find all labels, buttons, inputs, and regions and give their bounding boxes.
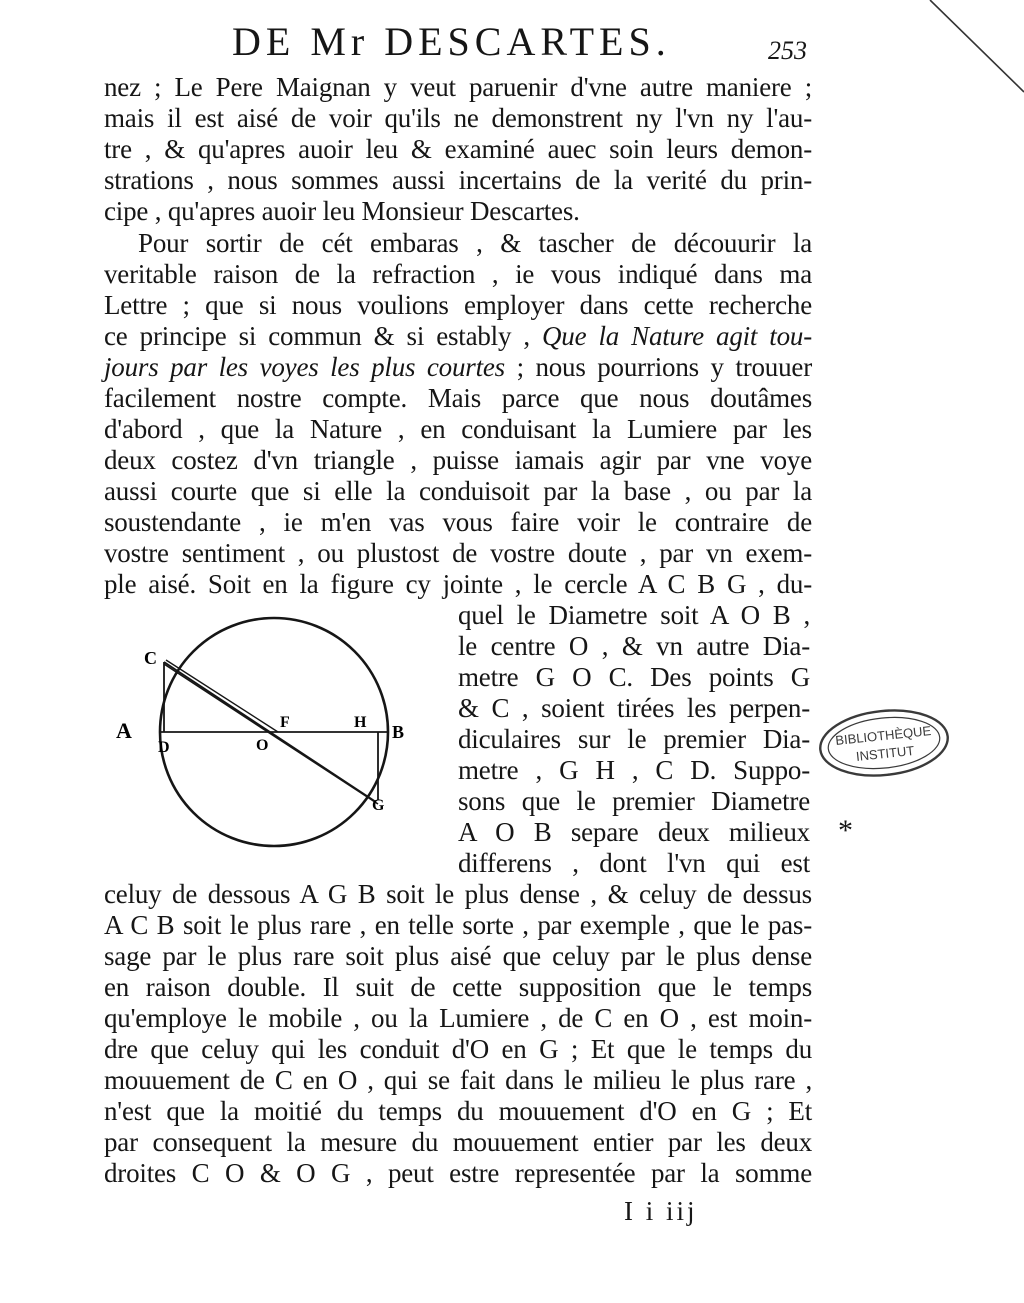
marginal-asterisk: * xyxy=(838,814,853,847)
text-line: & C , soient tirées les perpen- xyxy=(458,693,810,723)
text-line: tre , & qu'apres auoir leu & examiné auec soin leurs demon- xyxy=(104,134,812,164)
text-line: veritable raison de la refraction , ie vous indiqué dans ma xyxy=(104,259,812,289)
text-line xyxy=(104,352,812,383)
text-run: ; nous pourrions y trouuer xyxy=(504,352,812,382)
text-line: deux costez d'vn triangle , puisse iamais agir par vne voye xyxy=(104,445,812,475)
label-b: B xyxy=(392,722,405,742)
text-line: qu'employe le mobile , ou la Lumiere , de C en O , est moin- xyxy=(104,1003,812,1033)
text-line: quel le Diametre soit A O B , xyxy=(458,600,810,630)
refraction-diagram xyxy=(108,614,428,866)
italic-maxim: Que la Nature agit tou- xyxy=(542,321,812,351)
text-line: A C B soit le plus rare , en telle sorte , par exemple , que le pas- xyxy=(104,910,812,940)
running-title: DE Mr DESCARTES. xyxy=(232,19,671,64)
text-line: sage par le plus rare soit plus aisé que celuy par le plus dense xyxy=(104,941,812,971)
text-line: Lettre ; que si nous voulions employer dans cette recherche xyxy=(104,290,812,320)
text-line: par consequent la mesure du mouuement entier par les deux xyxy=(104,1127,812,1157)
text-line: mais il est aisé de voir qu'ils ne demonstrent ny l'vn ny l'au- xyxy=(104,103,812,133)
text-line: ple aisé. Soit en la figure cy jointe , le cercle A C B G , du- xyxy=(104,569,812,599)
text-line: strations , nous sommes aussi incertains de la verité du prin- xyxy=(104,165,812,195)
text-line: droites C O & O G , peut estre representée par la somme xyxy=(104,1158,812,1188)
text-line: n'est que la moitié du temps du mouuement d'O en G ; Et xyxy=(104,1096,812,1126)
stamp-line-1: BIBLIOTHÈQUE xyxy=(834,723,932,749)
text-line: diculaires sur le premier Dia- xyxy=(458,724,810,754)
text-line: nez ; Le Pere Maignan y veut paruenir d'vne autre maniere ; xyxy=(104,72,812,102)
label-g: G xyxy=(372,797,385,814)
text-line: sons que le premier Diametre xyxy=(458,786,810,816)
label-c: C xyxy=(144,648,157,668)
line-segment xyxy=(166,660,278,732)
text-line: cipe , qu'apres auoir leu Monsieur Descartes. xyxy=(104,196,580,226)
text-line: metre G O C. Des points G xyxy=(458,662,810,692)
text-line: Pour sortir de cét embaras , & tascher de découurir la xyxy=(138,228,812,258)
label-a: A xyxy=(116,718,132,743)
text-line: celuy de dessous A G B soit le plus dense , & celuy de dessus xyxy=(104,879,812,909)
signature-mark: I i iij xyxy=(624,1196,698,1226)
text-line: vostre sentiment , ou plustost de vostre doute , par vn exem- xyxy=(104,538,812,568)
diameter-goc xyxy=(164,664,378,804)
text-line: soustendante , ie m'en vas vous faire voir le contraire de xyxy=(104,507,812,537)
text-line: metre , G H , C D. Suppo- xyxy=(458,755,810,785)
library-stamp xyxy=(814,704,954,782)
text-line: differens , dont l'vn qui est xyxy=(458,848,810,878)
text-line: le centre O , & vn autre Dia- xyxy=(458,631,810,661)
label-h: H xyxy=(354,714,367,731)
stamp-line-2: INSTITUT xyxy=(855,742,915,764)
text-line xyxy=(104,321,812,352)
text-line: d'abord , que la Nature , en conduisant la Lumiere par les xyxy=(104,414,812,444)
page-number: 253 xyxy=(768,36,807,65)
text-line: facilement nostre compte. Mais parce que nous doutâmes xyxy=(104,383,812,413)
label-f: F xyxy=(280,714,290,731)
label-d: D xyxy=(158,739,170,756)
text-line: en raison double. Il suit de cette supposition que le temps xyxy=(104,972,812,1002)
label-o: O xyxy=(256,737,269,754)
text-run: ce principe si commun & si estably , xyxy=(104,321,542,351)
text-line: dre que celuy qui les conduit d'O en G ; Et que le temps du xyxy=(104,1034,812,1064)
text-line: mouuement de C en O , qui se fait dans le milieu le plus rare , xyxy=(104,1065,812,1095)
text-line: aussi courte que si elle la conduisoit par la base , ou par la xyxy=(104,476,812,506)
italic-maxim: jours par les voyes les plus courtes xyxy=(104,352,505,382)
text-line: A O B separe deux milieux xyxy=(458,817,810,847)
